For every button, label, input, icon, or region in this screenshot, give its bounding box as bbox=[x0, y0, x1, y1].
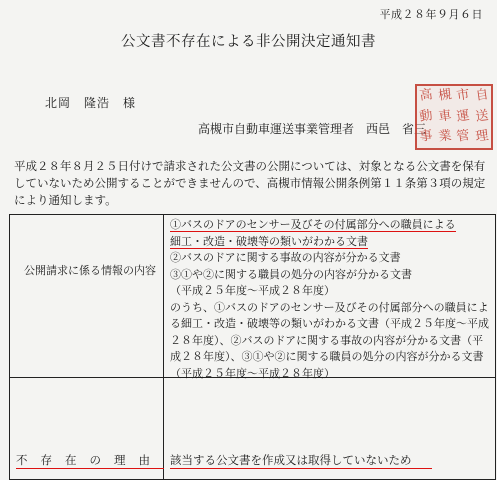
official-seal bbox=[415, 84, 493, 150]
seal-char: 車 bbox=[437, 107, 453, 125]
seal-char: 槻 bbox=[437, 87, 453, 104]
request-content-cell bbox=[170, 217, 490, 382]
reason-value-underline bbox=[170, 468, 432, 469]
seal-char: 市 bbox=[455, 87, 471, 104]
recipient-name: 北岡 隆浩 様 bbox=[45, 96, 137, 110]
nonexistence-reason-value: 該当する公文書を作成又は取得していないため bbox=[170, 453, 412, 467]
seal-char: 事 bbox=[418, 128, 434, 146]
request-scope: のうち、①バスのドアのセンサー及びその付属部分への職員による細工・改造・破壊等の類いがわかる文書（平成２５年度～平成２８年度）、②バスのドアに関する事故の内容が分かる文書（平成２８年度）、③①や②に関する職員の処分の内容が分かる文書（平成２５年度～平成２８年度） bbox=[170, 300, 489, 380]
request-period: （平成２５年度～平成２８年度） bbox=[170, 284, 335, 297]
seal-char: 自 bbox=[474, 87, 490, 104]
request-item-2: ②バスのドアに関する事故の内容が分かる文書 bbox=[170, 251, 401, 264]
seal-char: 業 bbox=[437, 128, 453, 146]
seal-char: 送 bbox=[474, 107, 490, 125]
notice-body: 平成２８年８月２５日付けで請求された公文書の公開については、対象となる公文書を保有していないため公開することができませんので、高槻市情報公開条例第１１条第３項の規定により通知します。 bbox=[14, 159, 486, 207]
nonexistence-reason-label: 不存在の理由 bbox=[16, 453, 163, 467]
seal-char: 理 bbox=[474, 128, 490, 146]
seal-char: 管 bbox=[455, 128, 471, 146]
seal-char: 運 bbox=[455, 107, 471, 125]
seal-char: 動 bbox=[418, 107, 434, 125]
reason-label-underline bbox=[16, 468, 164, 469]
document-title: 公文書不存在による非公開決定通知書 bbox=[121, 34, 376, 50]
table-divider-vertical bbox=[163, 215, 164, 479]
document-date: 平成２８年９月６日 bbox=[379, 8, 483, 21]
request-item-3: ③①や②に関する職員の処分の内容が分かる文書 bbox=[170, 267, 412, 281]
sender-name: 高槻市自動車運送事業管理者 西邑 省三 bbox=[198, 122, 427, 136]
disclosure-table bbox=[9, 214, 496, 480]
request-content-label: 公開請求に係る情報の内容 bbox=[24, 264, 156, 277]
request-item-1-cont: 細工・改造・破壊等の類いがわかる文書 bbox=[170, 234, 368, 248]
request-item-1: ①バスのドアのセンサー及びその付属部分への職員による bbox=[170, 218, 456, 231]
seal-char: 高 bbox=[418, 87, 434, 104]
